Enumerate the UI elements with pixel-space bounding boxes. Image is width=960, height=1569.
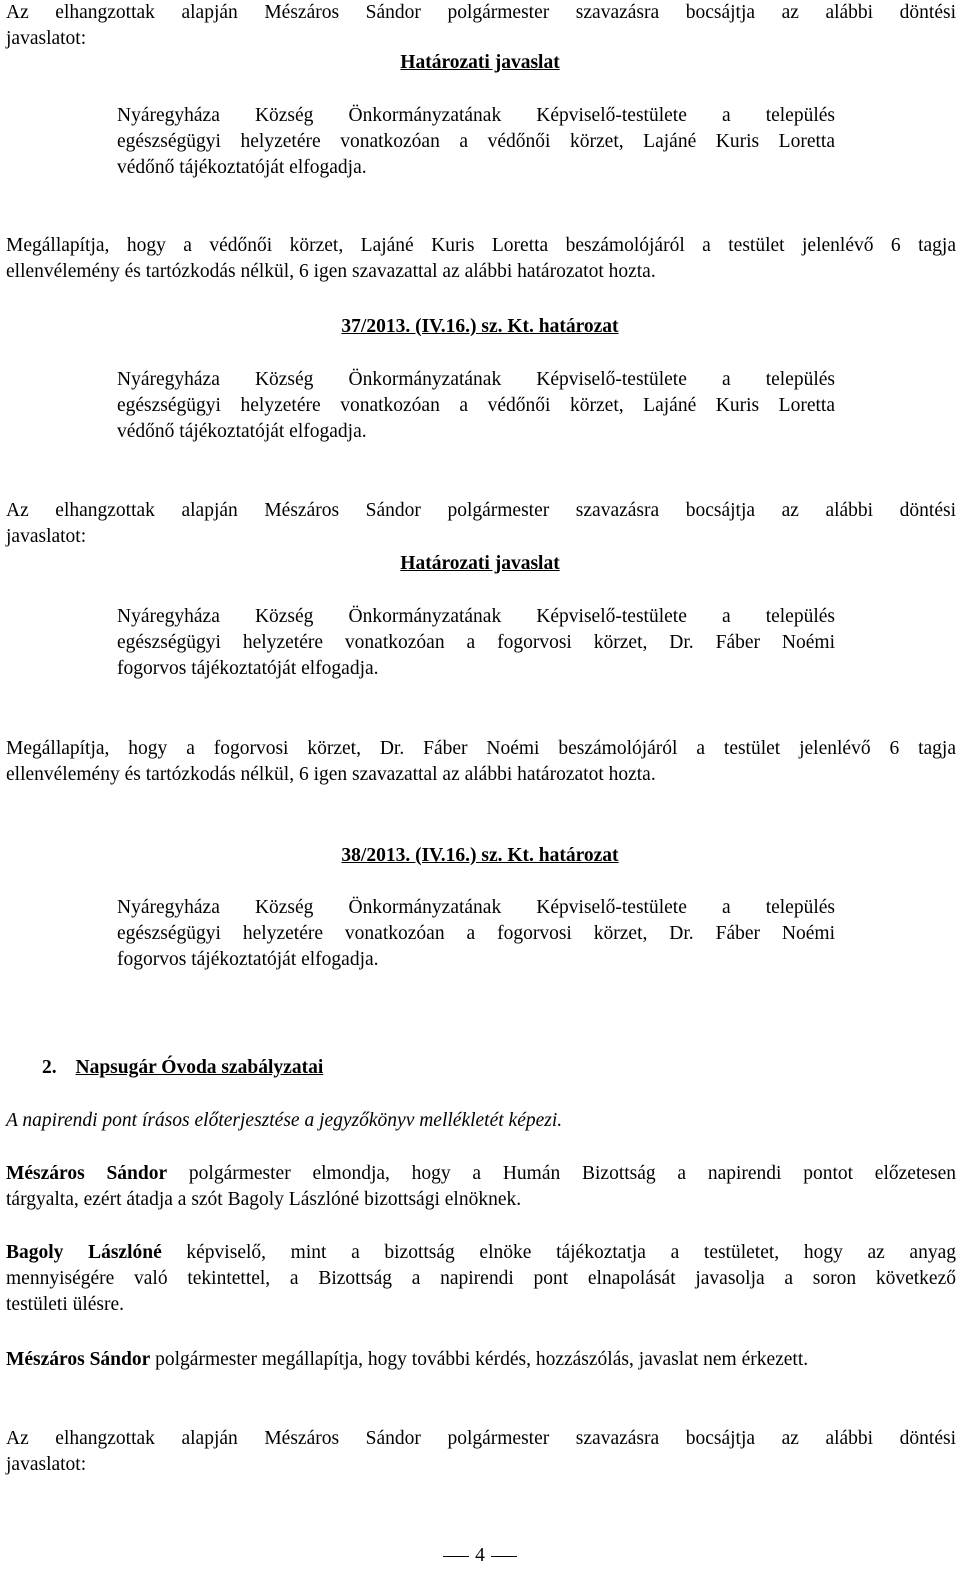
intro-paragraph-1: Az elhangzottak alapján Mészáros Sándor polgármester szavazásra bocsájtja az alábbi döntési javaslatot: [6, 2, 956, 49]
proposal-text-2: Nyáregyháza Község Önkormányzatának Képviselő-testülete a település egészségügyi helyzetére vonatkozóan a fogorvosi körzet, Dr. Fáber Noémi fogorvos tájékoztatóját elfogadja. [117, 606, 835, 679]
resolution-number-2: 38/2013. (IV.16.) sz. Kt. határozat [341, 845, 619, 866]
agenda-item-heading-2 [42, 1055, 742, 1081]
agenda-item-number: 2. [42, 1057, 57, 1078]
proposal-heading-1: Határozati javaslat [400, 52, 560, 73]
finding-paragraph-2: Megállapítja, hogy a fogorvosi körzet, Dr. Fáber Noémi beszámolójáról a testület jelenlévő 6 tagja ellenvélemény és tartózkodás nélkül, 6 igen szavazattal az alábbi határozatot hozta. [6, 738, 956, 785]
page-number: 4 [0, 1543, 960, 1569]
resolution-text-2: Nyáregyháza Község Önkormányzatának Képviselő-testülete a település egészségügyi helyzetére vonatkozóan a fogorvosi körzet, Dr. Fáber Noémi fogorvos tájékoztatóját elfogadja. [117, 897, 835, 970]
page-number-dash-left [443, 1556, 469, 1557]
intro-paragraph-2: Az elhangzottak alapján Mészáros Sándor polgármester szavazásra bocsájtja az alábbi döntési javaslatot: [6, 500, 956, 547]
speech-paragraph-3: Mészáros Sándor polgármester megállapítja, hogy további kérdés, hozzászólás, javaslat nem érkezett. [6, 1349, 809, 1370]
speech-paragraph-1: Mészáros Sándor polgármester elmondja, hogy a Humán Bizottság a napirendi pontot előzetesen tárgyalta, ezért átadja a szót Bagoly Lászlóné bizottsági elnöknek. [6, 1163, 957, 1210]
agenda-note: A napirendi pont írásos előterjesztése a jegyzőkönyv mellékletét képezi. [6, 1110, 563, 1131]
finding-paragraph-1: Megállapítja, hogy a védőnői körzet, Lajáné Kuris Loretta beszámolójáról a testület jelenlévő 6 tagja ellenvélemény és tartózkodás nélkül, 6 igen szavazattal az alábbi határozatot hozta. [6, 235, 956, 282]
speech-paragraph-2: Bagoly Lászlóné képviselő, mint a bizottság elnöke tájékoztatja a testületet, hogy az anyag mennyiségére való tekintettel, a Bizottság a napirendi pont elnapolását javasolja a soron következő testületi ülésre. [6, 1242, 956, 1315]
proposal-text-1: Nyáregyháza Község Önkormányzatának Képviselő-testülete a település egészségügyi helyzetére vonatkozóan a védőnői körzet, Lajáné Kuris Loretta védőnő tájékoztatóját elfogadja. [117, 105, 835, 178]
speaker-name: Mészáros Sándor [6, 1163, 168, 1184]
intro-paragraph-3: Az elhangzottak alapján Mészáros Sándor polgármester szavazásra bocsájtja az alábbi döntési javaslatot: [6, 1428, 956, 1475]
agenda-item-title: Napsugár Óvoda szabályzatai [75, 1057, 324, 1078]
page-number-dash-right [491, 1556, 517, 1557]
proposal-heading-2: Határozati javaslat [400, 553, 560, 574]
resolution-text-1: Nyáregyháza Község Önkormányzatának Képviselő-testülete a település egészségügyi helyzetére vonatkozóan a védőnői körzet, Lajáné Kuris Loretta védőnő tájékoztatóját elfogadja. [117, 369, 835, 442]
speaker-name: Mészáros Sándor [6, 1349, 151, 1370]
speaker-name: Bagoly Lászlóné [6, 1242, 162, 1263]
resolution-number-1: 37/2013. (IV.16.) sz. Kt. határozat [341, 316, 619, 337]
